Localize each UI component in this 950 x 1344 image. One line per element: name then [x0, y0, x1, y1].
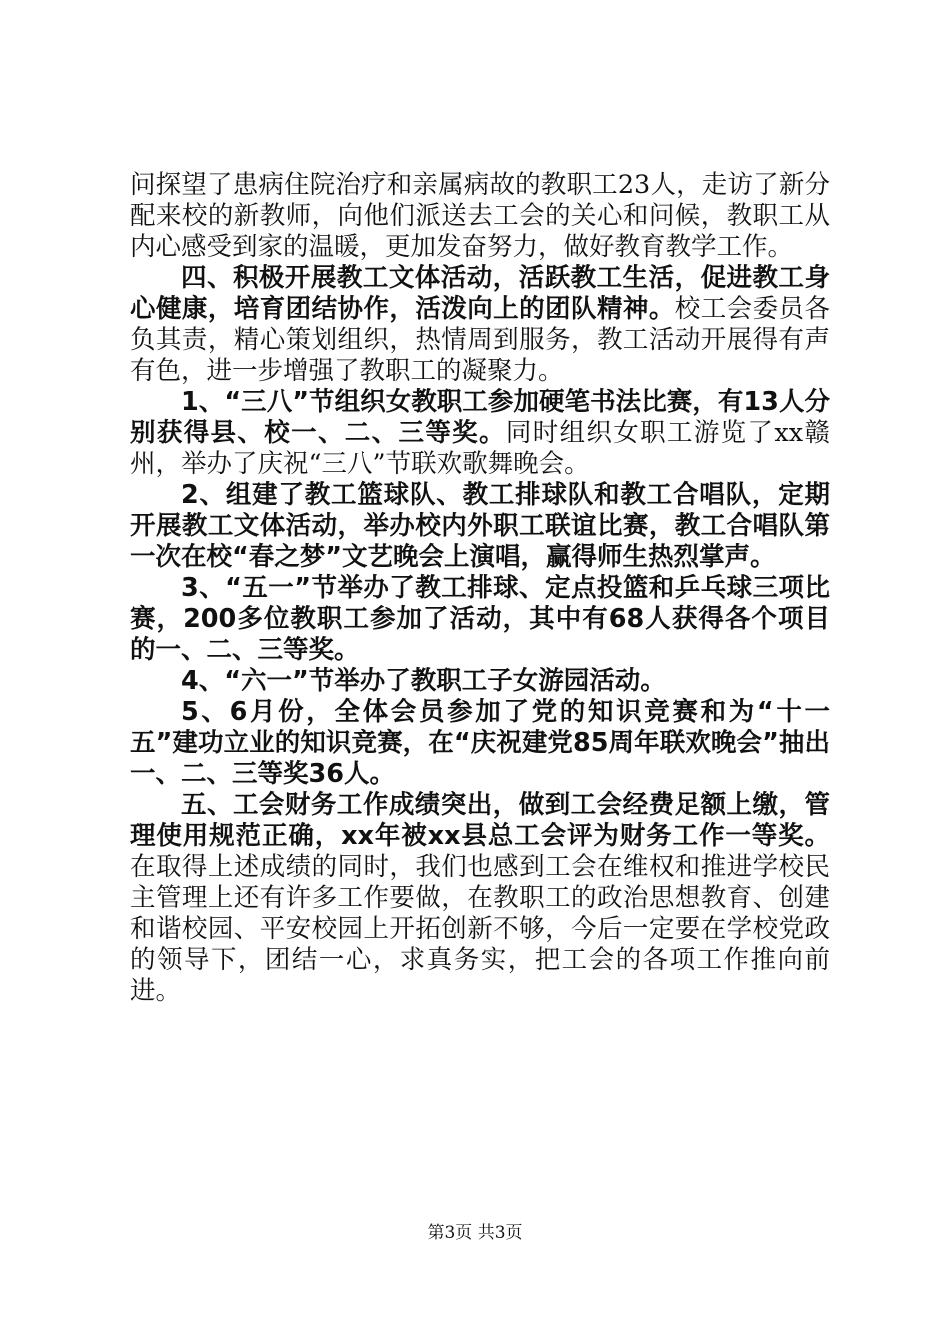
page-number-footer: 第3页 共3页	[427, 1223, 523, 1243]
paragraph-lead: 5、6月份，全体会员参加了党的知识竞赛和为“十一五”建功立业的知识竞赛，在“庆祝建党85周年联欢晚会”抽出一、二、三等奖36人。	[130, 697, 830, 789]
paragraph-continuation	[130, 170, 830, 263]
paragraph-section-four	[130, 263, 830, 387]
paragraph-item-3	[130, 573, 830, 666]
paragraph-lead: 4、“六一”节举办了教职工子女游园活动。	[181, 666, 666, 696]
paragraph-lead: 3、“五一”节举办了教工排球、定点投篮和乒乓球三项比赛，200多位教职工参加了活动，其中有68人获得各个项目的一、二、三等奖。	[130, 573, 830, 665]
paragraph-item-2	[130, 480, 830, 573]
document-body	[130, 170, 830, 1007]
paragraph-text: 校工会委员各负其责，精心策划组织，热情周到服务，教工活动开展得有声有色，进一步增强了教职工的凝聚力。	[130, 294, 830, 386]
paragraph-item-5	[130, 697, 830, 790]
paragraph-lead: 1、“三八”节组织女教职工参加硬笔书法比赛，有13人分别获得县、校一、二、三等奖。	[130, 387, 830, 448]
paragraph-text: 问探望了患病住院治疗和亲属病故的教职工23人，走访了新分配来校的新教师，向他们派送去工会的关心和问候，教职工从内心感受到家的温暖，更加发奋努力，做好教育教学工作。	[130, 170, 830, 262]
paragraph-lead: 四、积极开展教工文体活动，活跃教工生活，促进教工身心健康，培育团结协作，活泼向上的团队精神。	[130, 263, 830, 324]
paragraph-section-five	[130, 790, 830, 1007]
paragraph-item-4	[130, 666, 830, 697]
paragraph-lead: 2、组建了教工篮球队、教工排球队和教工合唱队，定期开展教工文体活动，举办校内外职工联谊比赛，教工合唱队第一次在校“春之梦”文艺晚会上演唱，赢得师生热烈掌声。	[130, 480, 830, 572]
paragraph-text: 在取得上述成绩的同时，我们也感到工会在维权和推进学校民主管理上还有许多工作要做，在教职工的政治思想教育、创建和谐校园、平安校园上开拓创新不够，今后一定要在学校党政的领导下，团结一心，求真务实，把工会的各项工作推向前进。	[130, 852, 830, 1006]
paragraph-text: 同时组织女职工游览了xx赣州，举办了庆祝“三八”节联欢歌舞晚会。	[130, 418, 830, 479]
paragraph-lead: 五、工会财务工作成绩突出，做到工会经费足额上缴，管理使用规范正确，xx年被xx县总工会评为财务工作一等奖。	[130, 790, 830, 851]
paragraph-item-1	[130, 387, 830, 480]
